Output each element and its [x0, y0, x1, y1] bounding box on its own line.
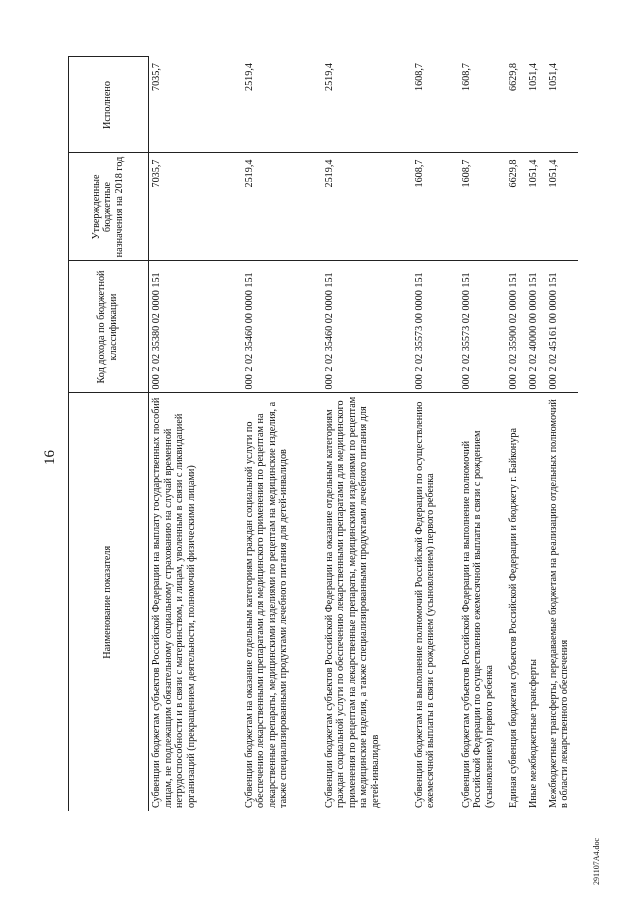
- cell-approved: 2519,4: [322, 153, 412, 261]
- cell-approved: 1051,4: [546, 153, 578, 261]
- cell-code: 000 2 02 35573 02 0000 151: [459, 261, 506, 393]
- cell-executed: 6629,8: [506, 57, 526, 153]
- table-row: [546, 57, 578, 811]
- table-row: [412, 57, 459, 811]
- cell-name: Субвенции бюджетам субъектов Российской Федерации на выполнение полномочий Российской Федерации по осуществлению ежемесячной выплаты в связи с рождением (усыновлением) первого ребенка: [460, 430, 495, 808]
- header-approved: Утвержденные бюджетные назначения на 2018 год: [69, 153, 149, 261]
- cell-approved: 6629,8: [506, 153, 526, 261]
- cell-approved: 7035,7: [149, 153, 242, 261]
- table-row: [459, 57, 506, 811]
- cell-name: Субвенции бюджетам субъектов Российской Федерации на выплату государственных пособий лицам, не подлежащим обязательному социальному страхованию на случай временной нетрудоспособности и в связи с материнством, и лицам, уволенным в связи с ликвидацией организаций (прекращением деятельности, полномочий физическими лицами): [151, 397, 197, 808]
- page-number: 16: [42, 450, 58, 465]
- header-executed: Исполнено: [69, 57, 149, 153]
- cell-executed: 1608,7: [459, 57, 506, 153]
- cell-approved: 1608,7: [459, 153, 506, 261]
- cell-name: Иные межбюджетные трансферты: [527, 659, 539, 808]
- cell-approved: 2519,4: [242, 153, 322, 261]
- cell-name: Межбюджетные трансферты, передаваемые бюджетам на реализацию отдельных полномочий в области лекарственного обеспечения: [547, 399, 571, 808]
- budget-table: [68, 57, 578, 812]
- table-header-row: [69, 57, 149, 811]
- table-row: [242, 57, 322, 811]
- cell-approved: 1608,7: [412, 153, 459, 261]
- cell-code: 000 2 02 35573 00 0000 151: [412, 261, 459, 393]
- cell-code: 000 2 02 45161 00 0000 151: [546, 261, 578, 393]
- cell-code: 000 2 02 35460 00 0000 151: [242, 261, 322, 393]
- cell-code: 000 2 02 35380 02 0000 151: [149, 261, 242, 393]
- footer-filename: 291107A4.doc: [592, 837, 601, 885]
- cell-name: Субвенции бюджетам субъектов Российской Федерации на оказание отдельным категориям граждан социальной услуги по обеспечению лекарственными препаратами для медицинского применения по рецептам на лекарственные препараты, медицинскими изделиями по рецептам на медицинские изделия, а также специализированными продуктами лечебного питания для детей-инвалидов: [323, 396, 381, 808]
- table-row: [526, 57, 546, 811]
- cell-name: Субвенции бюджетам на выполнение полномочий Российской Федерации по осуществлению ежемесячной выплаты в связи с рождением (усыновлением) первого ребенка: [413, 401, 437, 808]
- cell-code: 000 2 02 40000 00 0000 151: [526, 261, 546, 393]
- table-row: [322, 57, 412, 811]
- cell-name: Единая субвенция бюджетам субъектов Российской Федерации и бюджету г. Байконура: [507, 428, 519, 808]
- cell-name: Субвенции бюджетам на оказание отдельным категориям граждан социальной услуги по обеспечению лекарственными препаратами для медицинского применения по рецептам на лекарственные препараты, медицинскими изделиями по рецептам на медицинские изделия, а также специализированными продуктами лечебного питания для детей-инвалидов: [243, 401, 290, 808]
- cell-code: 000 2 02 35900 02 0000 151: [506, 261, 526, 393]
- cell-executed: 2519,4: [242, 57, 322, 153]
- cell-executed: 2519,4: [322, 57, 412, 153]
- cell-executed: 1051,4: [546, 57, 578, 153]
- cell-executed: 7035,7: [149, 57, 242, 153]
- table-row: [149, 57, 242, 811]
- table-row: [506, 57, 526, 811]
- header-code: Код дохода по бюджетной классификации: [69, 261, 149, 393]
- cell-approved: 1051,4: [526, 153, 546, 261]
- header-name: Наименование показателя: [69, 393, 149, 811]
- cell-code: 000 2 02 35460 02 0000 151: [322, 261, 412, 393]
- cell-executed: 1051,4: [526, 57, 546, 153]
- cell-executed: 1608,7: [412, 57, 459, 153]
